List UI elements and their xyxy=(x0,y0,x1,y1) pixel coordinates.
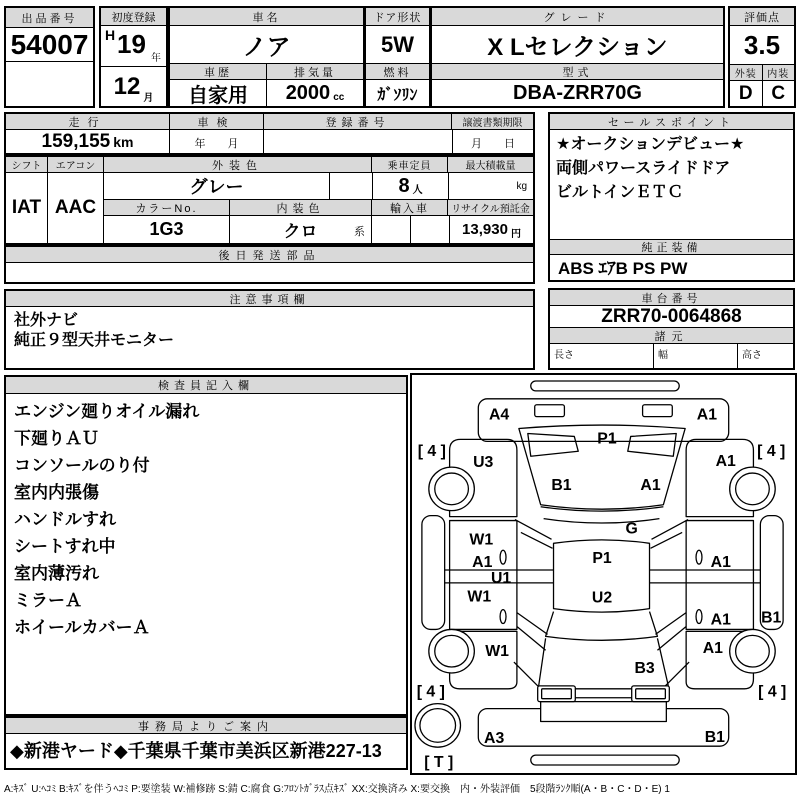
history-label: 車歴 xyxy=(170,64,267,79)
height-label: 高さ xyxy=(742,350,762,361)
aircon-label: エアコン xyxy=(48,157,103,173)
displacement-unit: cc xyxy=(333,92,345,103)
diagram-label: A1 xyxy=(710,554,731,572)
first-registration-month-cell xyxy=(101,67,166,107)
rear-window-shape xyxy=(546,612,658,641)
capacity-value xyxy=(373,173,449,199)
diagram-label: [ 4 ] xyxy=(757,443,786,461)
month-unit: 月 xyxy=(143,93,154,104)
headlight-right-shape xyxy=(643,405,673,417)
score-value: 3.5 xyxy=(730,26,794,65)
exterior-color-value: グレー xyxy=(104,173,330,199)
width-label: 幅 xyxy=(658,350,668,361)
a-pillar-lines xyxy=(515,520,688,549)
width-cell xyxy=(654,344,738,368)
later-parts-label: 後日発送部品 xyxy=(6,247,533,263)
chassis-number: ZRR70-0064868 xyxy=(550,306,793,328)
score-label: 評価点 xyxy=(730,8,794,26)
spare-tire-shape xyxy=(415,704,461,748)
diagram-label: B1 xyxy=(761,609,782,627)
spec-dims-label: 諸元 xyxy=(550,328,793,344)
diagram-label: P1 xyxy=(597,430,617,448)
office-box xyxy=(4,716,408,770)
diagram-label: A1 xyxy=(715,453,736,471)
interior-color-unit: 系 xyxy=(354,226,365,238)
registration-year: 19 xyxy=(117,29,146,59)
inspector-line: ミラーＡ xyxy=(14,591,82,610)
inspector-line: コンソールのり付 xyxy=(14,456,150,475)
equipment-label: 純正装備 xyxy=(550,239,793,255)
auction-number-box xyxy=(4,6,95,108)
height-cell xyxy=(738,344,793,368)
rear-garnish-shape xyxy=(541,702,667,722)
fuel-label: 燃料 xyxy=(366,64,429,80)
exterior-color-label: 外装色 xyxy=(104,157,372,172)
first-registration-box xyxy=(99,6,168,108)
color-no-label: カラーNo. xyxy=(104,200,230,215)
later-parts-box xyxy=(4,245,535,284)
door-handle-rear-right xyxy=(696,610,702,624)
later-parts-value xyxy=(6,263,533,282)
sales-point-line: ★オークションデビュー★ xyxy=(556,136,745,153)
recycle-label: リサイクル預託金 xyxy=(448,200,533,215)
inspection-label: 車検 xyxy=(170,114,264,129)
notes-label: 注意事項欄 xyxy=(6,291,533,307)
diagram-label: U2 xyxy=(591,589,613,607)
registration-number-label: 登録番号 xyxy=(264,114,452,129)
diagram-label: [ 4 ] xyxy=(416,683,445,701)
diagram-label: A3 xyxy=(484,730,505,748)
diagram-label: W1 xyxy=(467,588,492,606)
max-load-label: 最大積載量 xyxy=(448,157,533,172)
mileage-value xyxy=(6,130,170,153)
legend: A:ｷｽﾞ U:ﾍｺﾐ B:ｷｽﾞを伴うﾍｺﾐ P:要塗装 W:補修跡 S:錆 C:腐食 G:ﾌﾛﾝﾄｶﾞﾗｽ点ｷｽﾞ XX:交換済み X:要交換 内・外装評価 5段階ﾗﾝｸ順(A・B・C・D・E) 1 xyxy=(4,784,670,795)
capacity-number: 8 xyxy=(398,174,410,197)
length-cell xyxy=(550,344,654,368)
interior-grade-value: C xyxy=(771,82,786,104)
inspector-line: ハンドルすれ xyxy=(14,510,116,529)
score-box xyxy=(728,6,796,108)
displacement-label: 排気量 xyxy=(267,64,363,79)
model-code-label: 型式 xyxy=(432,64,723,80)
aircon-value: AAC xyxy=(54,197,97,218)
recycle-number: 13,930 xyxy=(462,221,508,238)
diagram-label: A1 xyxy=(640,476,661,494)
car-name-value: ノア xyxy=(170,26,363,64)
headlight-left-shape xyxy=(535,405,565,417)
first-registration-label: 初度登録 xyxy=(101,8,166,26)
recycle-value xyxy=(450,216,533,243)
transfer-deadline-label: 譲渡書類期限 xyxy=(452,114,533,129)
inspector-box xyxy=(4,375,408,716)
inspection-value: 年 月 xyxy=(170,130,264,153)
taillight-left-inner-shape xyxy=(542,689,572,699)
shift-value: IAT xyxy=(11,197,42,218)
auction-number-value: 54007 xyxy=(6,28,93,62)
first-registration-year-cell xyxy=(101,26,166,67)
specs-box xyxy=(4,155,535,245)
door-handle-front-left xyxy=(500,550,506,564)
car-name-box xyxy=(168,6,365,108)
diagram-label: U1 xyxy=(490,569,512,587)
grade-label: グレード xyxy=(432,8,723,26)
diagram-label: A1 xyxy=(472,554,493,572)
inspector-line: 室内内張傷 xyxy=(14,483,99,502)
note-line: 社外ナビ xyxy=(14,312,79,329)
chassis-box xyxy=(548,288,795,370)
diagram-label: B1 xyxy=(551,476,572,494)
diagram-label: W1 xyxy=(469,531,494,549)
notes-box xyxy=(4,289,535,370)
rear-bumper-shape xyxy=(531,755,679,765)
car-name-label: 車名 xyxy=(170,8,363,26)
door-handle-rear-left xyxy=(500,610,506,624)
model-code-value: DBA-ZRR70G xyxy=(513,81,642,104)
diagram-box xyxy=(410,373,797,775)
mileage-row-box xyxy=(4,112,535,155)
interior-color-value xyxy=(230,216,372,243)
length-label: 長さ xyxy=(554,350,574,361)
office-label: 事務局よりご案内 xyxy=(6,718,406,734)
recycle-unit: 円 xyxy=(510,229,521,240)
capacity-unit: 人 xyxy=(412,185,423,196)
door-shape-value: 5W xyxy=(366,26,429,64)
note-line: 純正９型天井モニター xyxy=(14,332,175,349)
exterior-color-extra-cell xyxy=(330,173,373,199)
transfer-deadline-value: 月 日 xyxy=(471,138,515,150)
diagram-label: A1 xyxy=(702,640,723,658)
diagram-label: A1 xyxy=(696,406,718,424)
capacity-label: 乗車定員 xyxy=(372,157,448,172)
era-mark: H xyxy=(105,27,116,43)
door-handle-front-right xyxy=(696,550,702,564)
inspector-line: エンジン廻りオイル漏れ xyxy=(14,402,200,421)
mileage-unit: km xyxy=(113,133,134,150)
mileage-number: 159,155 xyxy=(41,130,111,152)
interior-color-label: 内装色 xyxy=(230,200,372,215)
diagram-label: U3 xyxy=(473,454,494,472)
front-bumper-shape xyxy=(531,381,679,391)
diagram-label: W1 xyxy=(485,643,509,661)
inspector-line: 下廻りＡＵ xyxy=(14,429,99,448)
interior-grade-label: 内装 xyxy=(763,65,795,80)
import-cell-2 xyxy=(411,216,450,243)
auction-number-empty-cell xyxy=(6,62,93,104)
max-load-value xyxy=(449,173,533,199)
exterior-grade-value: D xyxy=(730,81,763,106)
import-label: 輸入車 xyxy=(372,200,448,215)
year-unit: 年 xyxy=(151,53,161,64)
sales-points-box xyxy=(548,112,795,282)
sales-point-line: 両側パワースライドドア xyxy=(556,160,731,177)
sales-point-line: ビルトインＥＴＣ xyxy=(556,184,684,201)
interior-color-name: クロ xyxy=(283,222,318,241)
diagram-label: A4 xyxy=(488,406,510,424)
diagram-label: B1 xyxy=(704,729,725,747)
door-shape-label: ドア形状 xyxy=(366,8,429,26)
diagram-label: G xyxy=(625,520,638,538)
auction-number-label: 出品番号 xyxy=(6,8,93,28)
grade-model-box xyxy=(430,6,725,108)
sill-left-shape xyxy=(422,516,445,630)
inspector-line: ホイールカバーＡ xyxy=(14,618,150,637)
displacement-number: 2000 xyxy=(285,81,331,104)
inspector-line: 室内薄汚れ xyxy=(14,564,99,583)
diagram-label: [ 4 ] xyxy=(758,683,787,701)
history-value: 自家用 xyxy=(170,80,267,106)
max-load-unit: kg xyxy=(516,180,527,192)
import-cell-1 xyxy=(372,216,411,243)
shift-label: シフト xyxy=(6,157,47,173)
equipment-value: ABS ｴｱB PS PW xyxy=(558,259,688,278)
wiper-right-shape xyxy=(628,433,676,456)
grade-value: X Lセレクション xyxy=(432,26,723,64)
taillight-right-inner-shape xyxy=(636,689,666,699)
diagram-label: [ T ] xyxy=(424,753,454,771)
inspector-label: 検査員記入欄 xyxy=(6,377,406,394)
wiper-left-shape xyxy=(528,433,578,456)
door-fuel-box xyxy=(364,6,431,108)
sales-points-label: セールスポイント xyxy=(550,114,793,130)
diagram-label: A1 xyxy=(710,611,731,629)
fuel-value: ｶﾞｿﾘﾝ xyxy=(377,86,418,104)
diagram-label: P1 xyxy=(592,550,612,568)
diagram-label: [ 4 ] xyxy=(417,443,446,461)
inspector-line: シートすれ中 xyxy=(14,537,116,556)
office-notice: ◆新港ヤード◆千葉県千葉市美浜区新港227-13 xyxy=(10,741,382,761)
color-no-value: 1G3 xyxy=(104,216,230,243)
exterior-grade-label: 外装 xyxy=(730,65,763,80)
chassis-label: 車台番号 xyxy=(550,290,793,306)
registration-number-value xyxy=(264,130,453,153)
registration-month: 12 xyxy=(113,73,141,100)
car-damage-diagram xyxy=(412,375,795,773)
tailgate-bar-shape xyxy=(573,689,633,698)
mileage-label: 走行 xyxy=(6,114,170,129)
displacement-value xyxy=(267,80,363,106)
diagram-label: B3 xyxy=(634,659,655,677)
